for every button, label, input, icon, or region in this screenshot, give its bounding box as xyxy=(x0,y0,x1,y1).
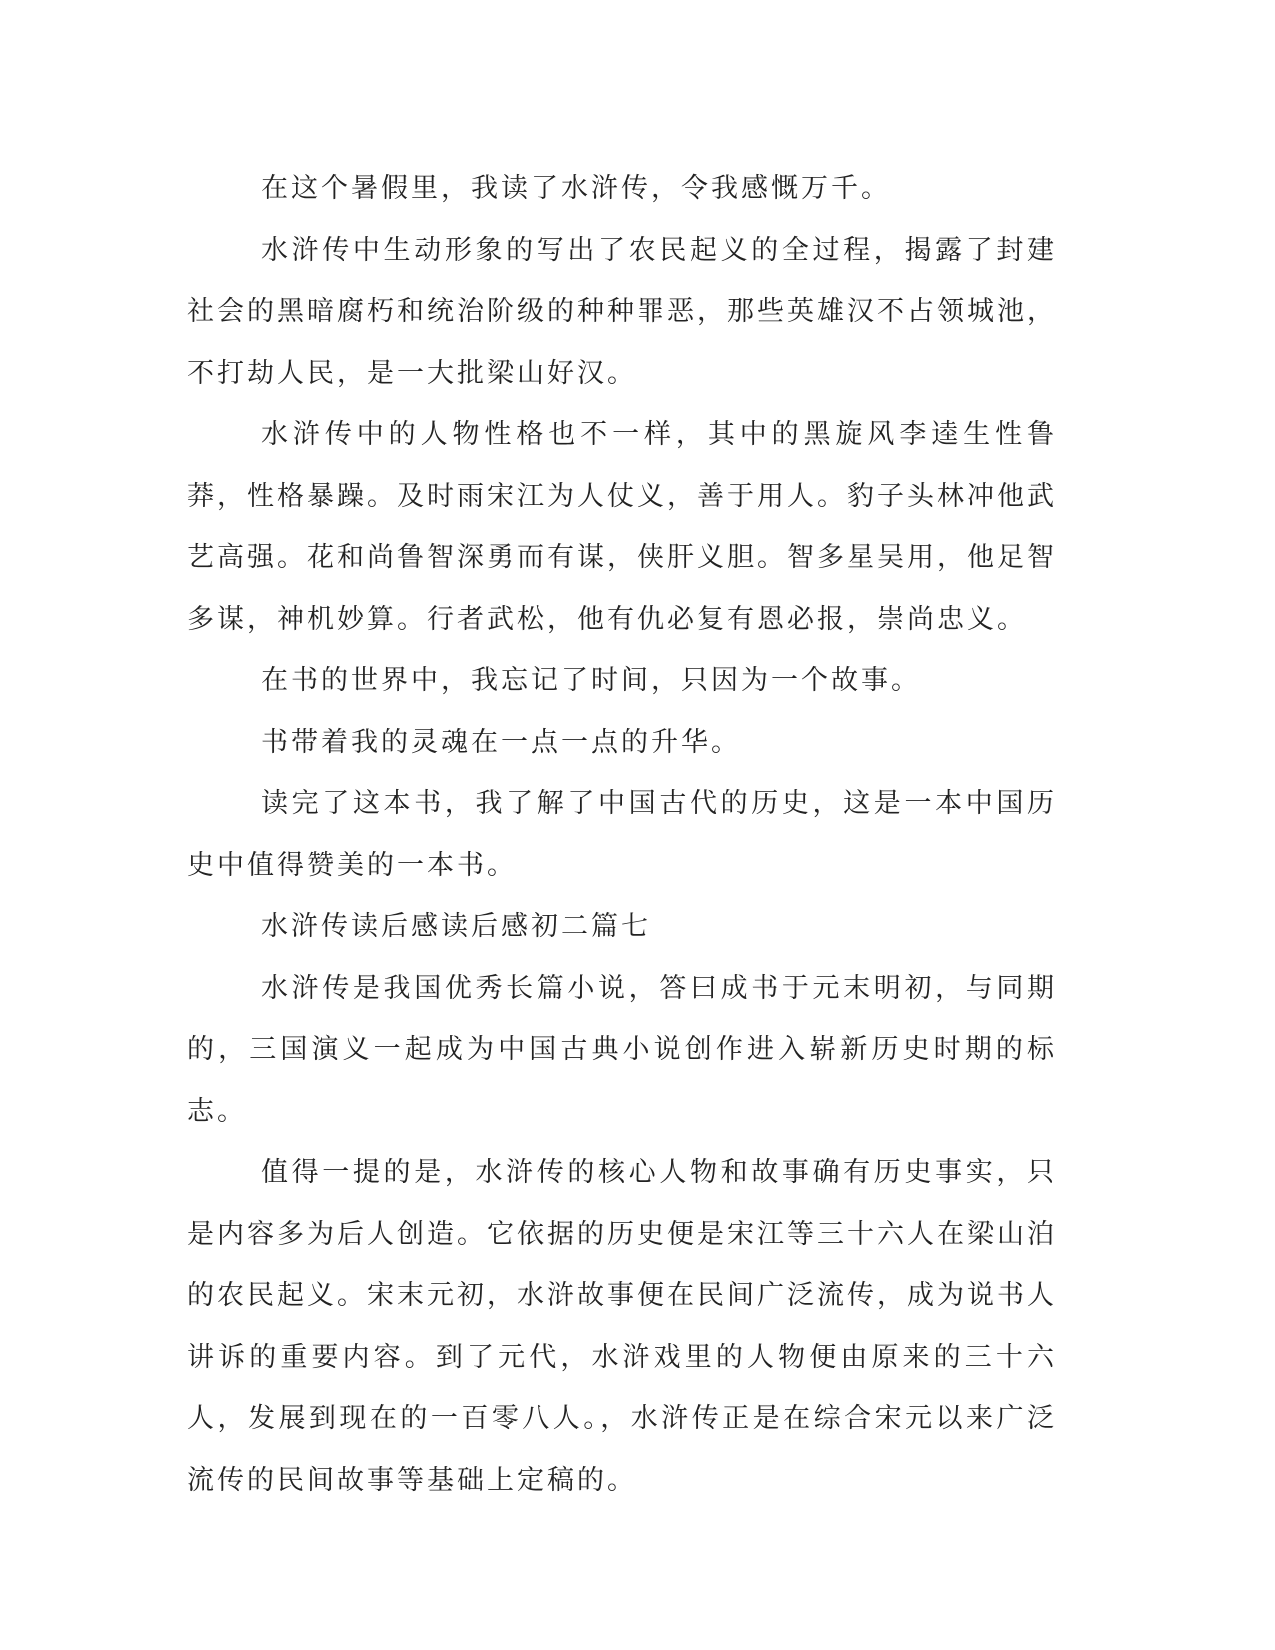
paragraph-7: 水浒传是我国优秀长篇小说，答曰成书于元末明初，与同期的，三国演义一起成为中国古典小说创作进入崭新历史时期的标志。 xyxy=(187,972,1057,1127)
section-heading: 水浒传读后感读后感初二篇七 xyxy=(261,911,651,942)
paragraph-5: 书带着我的灵魂在一点一点的升华。 xyxy=(261,726,741,758)
paragraph-6: 读完了这本书，我了解了中国古代的历史，这是一本中国历史中值得赞美的一本书。 xyxy=(187,788,1057,881)
paragraph-4: 在书的世界中，我忘记了时间，只因为一个故事。 xyxy=(261,665,921,696)
document-body xyxy=(187,158,1057,1511)
paragraph-2: 水浒传中生动形象的写出了农民起义的全过程，揭露了封建社会的黑暗腐朽和统治阶级的种种罪恶，那些英雄汉不占领城池，不打劫人民，是一大批梁山好汉。 xyxy=(187,234,1057,389)
paragraph-3: 水浒传中的人物性格也不一样，其中的黑旋风李逵生性鲁莽，性格暴躁。及时雨宋江为人仗义，善于用人。豹子头林冲他武艺高强。花和尚鲁智深勇而有谋，侠肝义胆。智多星吴用，他足智多谋，神机妙算。行者武松，他有仇必复有恩必报，崇尚忠义。 xyxy=(187,419,1057,635)
paragraph-8: 值得一提的是，水浒传的核心人物和故事确有历史事实，只是内容多为后人创造。它依据的历史便是宋江等三十六人在梁山泊的农民起义。宋末元初，水浒故事便在民间广泛流传，成为说书人讲诉的重要内容。到了元代，水浒戏里的人物便由原来的三十六人，发展到现在的一百零八人。，水浒传正是在综合宋元以来广泛流传的民间故事等基础上定稿的。 xyxy=(187,1157,1057,1496)
paragraph-1: 在这个暑假里，我读了水浒传，令我感慨万千。 xyxy=(261,173,891,204)
